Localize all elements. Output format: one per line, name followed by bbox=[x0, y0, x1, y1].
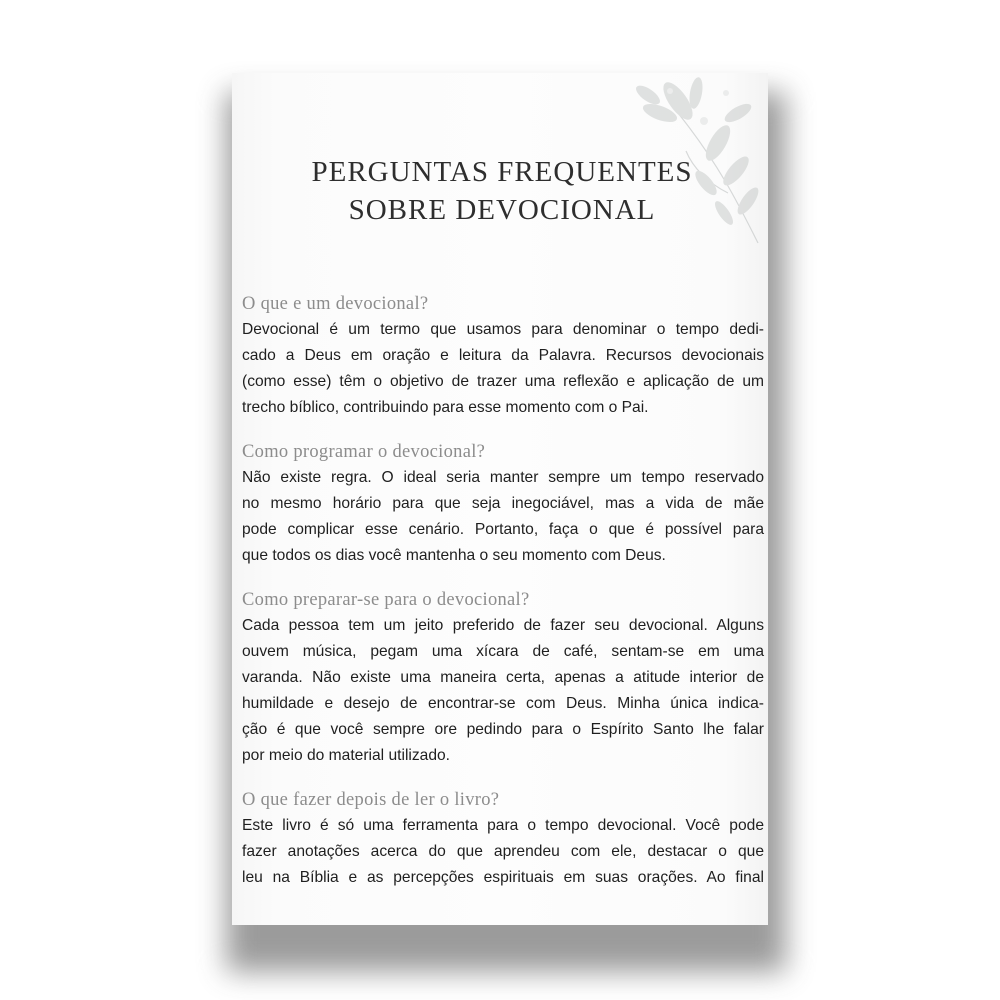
answer-line: fazer anotações acerca do que aprendeu com ele, destacar o que bbox=[242, 843, 764, 860]
page-title-line-1: PERGUNTAS FREQUENTES bbox=[311, 156, 693, 188]
page-title-line-2: SOBRE DEVOCIONAL bbox=[348, 194, 656, 226]
answer-line: ção é que você sempre ore pedindo para o Espírito Santo lhe falar bbox=[242, 721, 764, 738]
answer-line: cado a Deus em oração e leitura da Palavra. Recursos devocionais bbox=[242, 347, 764, 364]
answer-line: humildade e desejo de encontrar-se com Deus. Minha única indica- bbox=[242, 695, 764, 712]
answer-line: no mesmo horário para que seja inegociável, mas a vida de mãe bbox=[242, 495, 764, 512]
answer-line: (como esse) têm o objetivo de trazer uma reflexão e aplicação de um bbox=[242, 373, 764, 390]
answer-line: que todos os dias você mantenha o seu momento com Deus. bbox=[242, 547, 666, 564]
answer-line: leu na Bíblia e as percepções espirituais em suas orações. Ao final bbox=[242, 869, 764, 886]
faq-question: Como programar o devocional? bbox=[242, 442, 486, 462]
answer-line: Devocional é um termo que usamos para denominar o tempo dedi- bbox=[242, 321, 764, 338]
faq-item bbox=[242, 439, 764, 569]
faq-list bbox=[242, 291, 764, 909]
faq-question: Como preparar-se para o devocional? bbox=[242, 590, 530, 610]
faq-item bbox=[242, 787, 764, 891]
faq-answer bbox=[242, 813, 764, 891]
answer-line: por meio do material utilizado. bbox=[242, 747, 451, 764]
answer-line: pode complicar esse cenário. Portanto, faça o que é possível para bbox=[242, 521, 764, 538]
faq-answer bbox=[242, 317, 764, 421]
answer-line: Este livro é só uma ferramenta para o tempo devocional. Você pode bbox=[242, 817, 764, 834]
faq-answer bbox=[242, 465, 764, 569]
answer-line: varanda. Não existe uma maneira certa, apenas a atitude interior de bbox=[242, 669, 764, 686]
answer-line: Cada pessoa tem um jeito preferido de fazer seu devocional. Alguns bbox=[242, 617, 764, 634]
answer-line: trecho bíblico, contribuindo para esse momento com o Pai. bbox=[242, 399, 649, 416]
faq-question: O que e um devocional? bbox=[242, 294, 429, 314]
faq-item bbox=[242, 291, 764, 421]
faq-answer bbox=[242, 613, 764, 769]
faq-item bbox=[242, 587, 764, 769]
book-page bbox=[232, 73, 768, 925]
page-title bbox=[302, 153, 702, 229]
faq-question: O que fazer depois de ler o livro? bbox=[242, 790, 500, 810]
answer-line: Não existe regra. O ideal seria manter sempre um tempo reservado bbox=[242, 469, 764, 486]
answer-line: ouvem música, pegam uma xícara de café, sentam-se em uma bbox=[242, 643, 764, 660]
